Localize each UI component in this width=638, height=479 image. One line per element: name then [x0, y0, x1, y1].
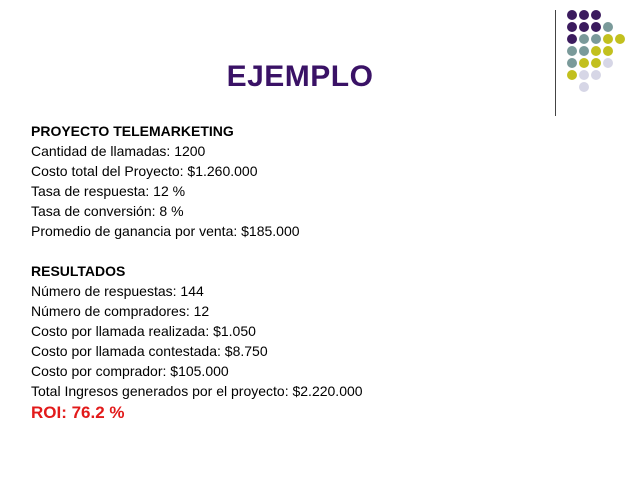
slide-title: EJEMPLO	[226, 60, 374, 93]
results-line-cost-per-call: Costo por llamada realizada: $1.050	[31, 323, 256, 339]
vertical-divider	[555, 10, 556, 116]
results-line-cost-per-answered-call: Costo por llamada contestada: $8.750	[31, 343, 268, 359]
project-line-avg-profit: Promedio de ganancia por venta: $185.000	[31, 223, 300, 239]
results-line-responses: Número de respuestas: 144	[31, 283, 204, 299]
project-line-response-rate: Tasa de respuesta: 12 %	[31, 183, 186, 199]
results-heading: RESULTADOS	[31, 263, 126, 279]
slide-body	[31, 121, 551, 424]
project-line-total-cost: Costo total del Proyecto: $1.260.000	[31, 163, 258, 179]
results-line-total-income: Total Ingresos generados por el proyecto: $2.220.000	[31, 383, 363, 399]
project-line-calls: Cantidad de llamadas: 1200	[31, 143, 206, 159]
project-line-conversion-rate: Tasa de conversión: 8 %	[31, 203, 184, 219]
results-line-cost-per-buyer: Costo por comprador: $105.000	[31, 363, 229, 379]
section-spacer	[31, 241, 551, 261]
results-line-buyers: Número de compradores: 12	[31, 303, 210, 319]
roi-value: ROI: 76.2 %	[31, 403, 125, 422]
project-heading: PROYECTO TELEMARKETING	[31, 123, 234, 139]
